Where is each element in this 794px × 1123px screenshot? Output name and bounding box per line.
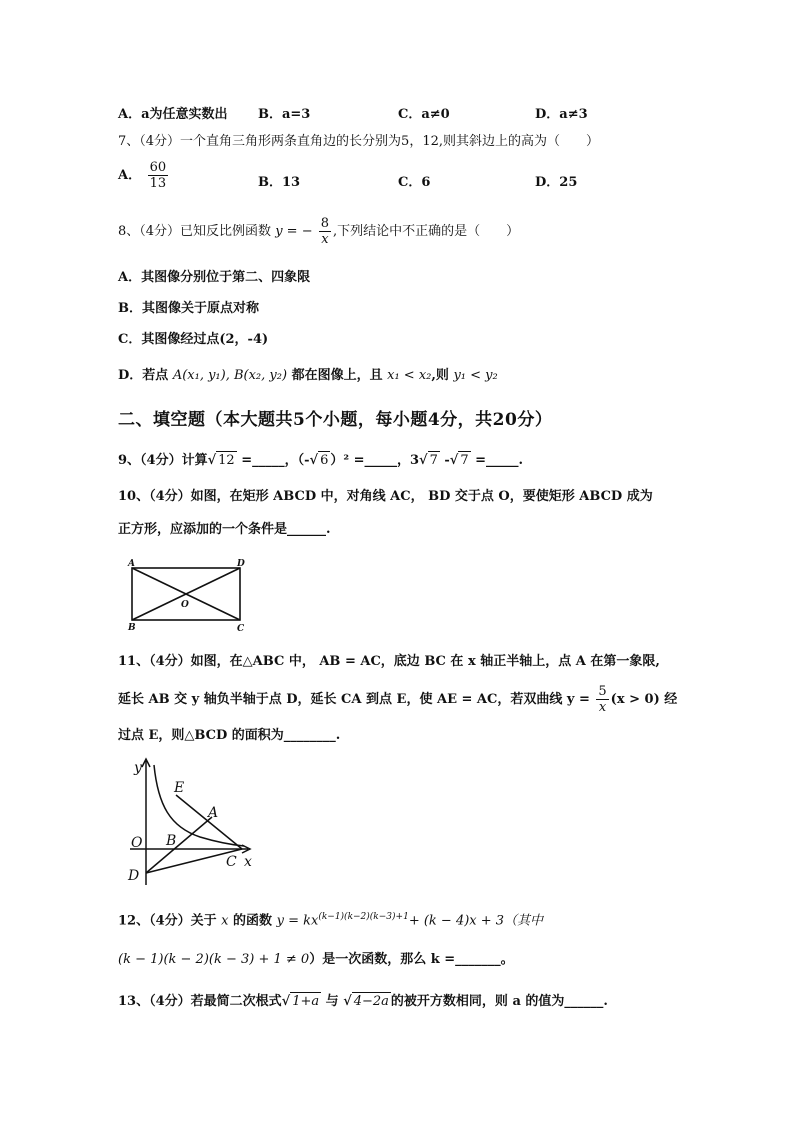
q12-mid: 的函数 xyxy=(233,913,273,929)
q7-option-a-label: A． xyxy=(118,168,142,183)
q8-option-d xyxy=(118,367,498,385)
label-x: x xyxy=(244,854,252,870)
q9-prefix: 9、（4分）计算 xyxy=(118,453,208,468)
label-e: E xyxy=(174,780,185,796)
q11-figure-hyperbola xyxy=(124,755,264,890)
q9-radicand-3: 7 xyxy=(429,453,438,468)
q12-func-tail: + (k − 4)x + 3（其中 xyxy=(408,913,544,929)
sqrt-symbol xyxy=(282,994,291,1009)
label-b: B xyxy=(166,833,177,849)
q8-numerator: 8 xyxy=(320,216,330,231)
label-d: D xyxy=(237,559,245,569)
q12-line-1 xyxy=(118,906,543,932)
q13-suffix: 的被开方数相同，则 a 的值为______. xyxy=(390,994,608,1009)
q11-line-3: 过点 E，则△BCD 的面积为________. xyxy=(118,728,341,743)
sqrt-symbol xyxy=(419,453,428,468)
q7-option-a xyxy=(118,160,170,191)
q12-prefix: 12、（4分）关于 xyxy=(118,913,217,929)
q12-func: y = kx xyxy=(276,913,319,929)
q6-option-c: C．a≠0 xyxy=(398,107,450,122)
q8-denominator: x xyxy=(321,232,329,247)
q6-option-a: A．a为任意实数出 xyxy=(118,107,228,122)
q8-d-mid: 都在图像上，且 xyxy=(291,368,383,383)
q10-figure-rectangle xyxy=(124,558,254,636)
q8-fraction xyxy=(319,216,331,247)
q8-stem xyxy=(118,214,519,250)
q10-line-2: 正方形，应添加的一个条件是______. xyxy=(118,522,331,537)
q11-line-2 xyxy=(118,682,677,718)
label-a: A xyxy=(128,559,135,569)
sqrt-symbol xyxy=(450,453,459,468)
q9-radicand-2: 6 xyxy=(320,453,329,468)
q8-d-prefix: D．若点 xyxy=(118,368,169,383)
q8-d-result: y₁ < y₂ xyxy=(453,368,498,383)
q8-option-c: C．其图像经过点(2，-4) xyxy=(118,332,269,347)
q13-stem xyxy=(118,992,608,1011)
q12-line-2-suffix: ）是一次函数，那么 k =_______。 xyxy=(309,952,514,967)
q7-stem: 7、（4分）一个直角三角形两条直角边的长分别为5，12,则其斜边上的高为（ ） xyxy=(118,134,599,149)
label-c: C xyxy=(237,624,245,634)
q8-d-then: ,则 xyxy=(431,368,449,383)
q9-mid-3: - xyxy=(439,453,450,468)
q13-radicand-2: 4−2a xyxy=(353,994,389,1009)
q11-line-2-prefix: 延长 AB 交 y 轴负半轴于点 D，延长 CA 到点 E，使 AE = AC，若双曲线 y = xyxy=(118,692,590,707)
q6-option-d: D．a≠3 xyxy=(535,107,588,122)
q9-radicand-1: 12 xyxy=(218,453,235,468)
q9-radicand-4: 7 xyxy=(460,453,469,468)
segment-ec xyxy=(176,795,242,849)
sqrt-symbol xyxy=(208,453,217,468)
sqrt-symbol xyxy=(310,453,319,468)
label-c: C xyxy=(226,854,237,870)
q8-d-cond: x₁ < x₂ xyxy=(387,368,432,383)
label-d: D xyxy=(128,868,140,884)
q13-mid: 与 xyxy=(325,994,339,1009)
q7-option-c: C．6 xyxy=(398,175,431,190)
section-heading-fill-in: 二、填空题（本大题共5个小题，每小题4分，共20分） xyxy=(118,410,553,430)
q7-option-a-fraction xyxy=(148,160,169,191)
q7-a-numerator: 60 xyxy=(149,160,167,175)
q9-mid-1: =_____，（- xyxy=(236,453,310,468)
q8-option-a: A．其图像分别位于第二、四象限 xyxy=(118,270,311,285)
q11-denominator: x xyxy=(598,700,607,715)
q11-line-1: 11、（4分）如图，在△ABC 中， AB = AC，底边 BC 在 x 轴正半轴上，点 A 在第一象限, xyxy=(118,654,660,669)
q9-suffix: =_____. xyxy=(470,453,524,468)
q6-option-b: B．a=3 xyxy=(258,107,311,122)
q9-stem xyxy=(118,451,523,470)
q8-suffix: ,下列结论中不正确的是（ ） xyxy=(333,224,520,239)
q11-fraction xyxy=(596,684,608,715)
q7-a-denominator: 13 xyxy=(149,176,167,191)
q7-option-b: B．13 xyxy=(258,175,301,190)
q7-option-d: D．25 xyxy=(535,175,578,190)
q12-exponent: (k−1)(k−2)(k−3)+1 xyxy=(318,912,409,922)
sqrt-symbol xyxy=(343,994,352,1009)
q11-numerator: 5 xyxy=(598,684,607,699)
label-b: B xyxy=(128,623,136,633)
q9-mid-2: ）² =_____，3 xyxy=(330,453,420,468)
q10-line-1: 10、（4分）如图，在矩形 ABCD 中，对角线 AC， BD 交于点 O，要使矩形 ABCD 成为 xyxy=(118,489,653,504)
label-o: O xyxy=(181,600,189,610)
q13-prefix: 13、（4分）若最简二次根式 xyxy=(118,994,282,1009)
q12-line-2 xyxy=(118,951,514,969)
label-y: y xyxy=(134,760,142,776)
q12-var: x xyxy=(221,913,229,929)
q13-radicand-1: 1+a xyxy=(292,994,320,1009)
q8-option-b: B．其图像关于原点对称 xyxy=(118,301,259,316)
q8-func-lhs: y = − xyxy=(275,224,313,239)
q8-prefix: 8、（4分）已知反比例函数 xyxy=(118,224,272,239)
q12-condition: (k − 1)(k − 2)(k − 3) + 1 ≠ 0 xyxy=(118,952,310,967)
label-o: O xyxy=(131,835,143,851)
q11-line-2-suffix: (x > 0) 经 xyxy=(610,692,678,707)
label-a: A xyxy=(208,805,219,821)
q8-d-points: A(x₁, y₁), B(x₂, y₂) xyxy=(172,368,288,383)
